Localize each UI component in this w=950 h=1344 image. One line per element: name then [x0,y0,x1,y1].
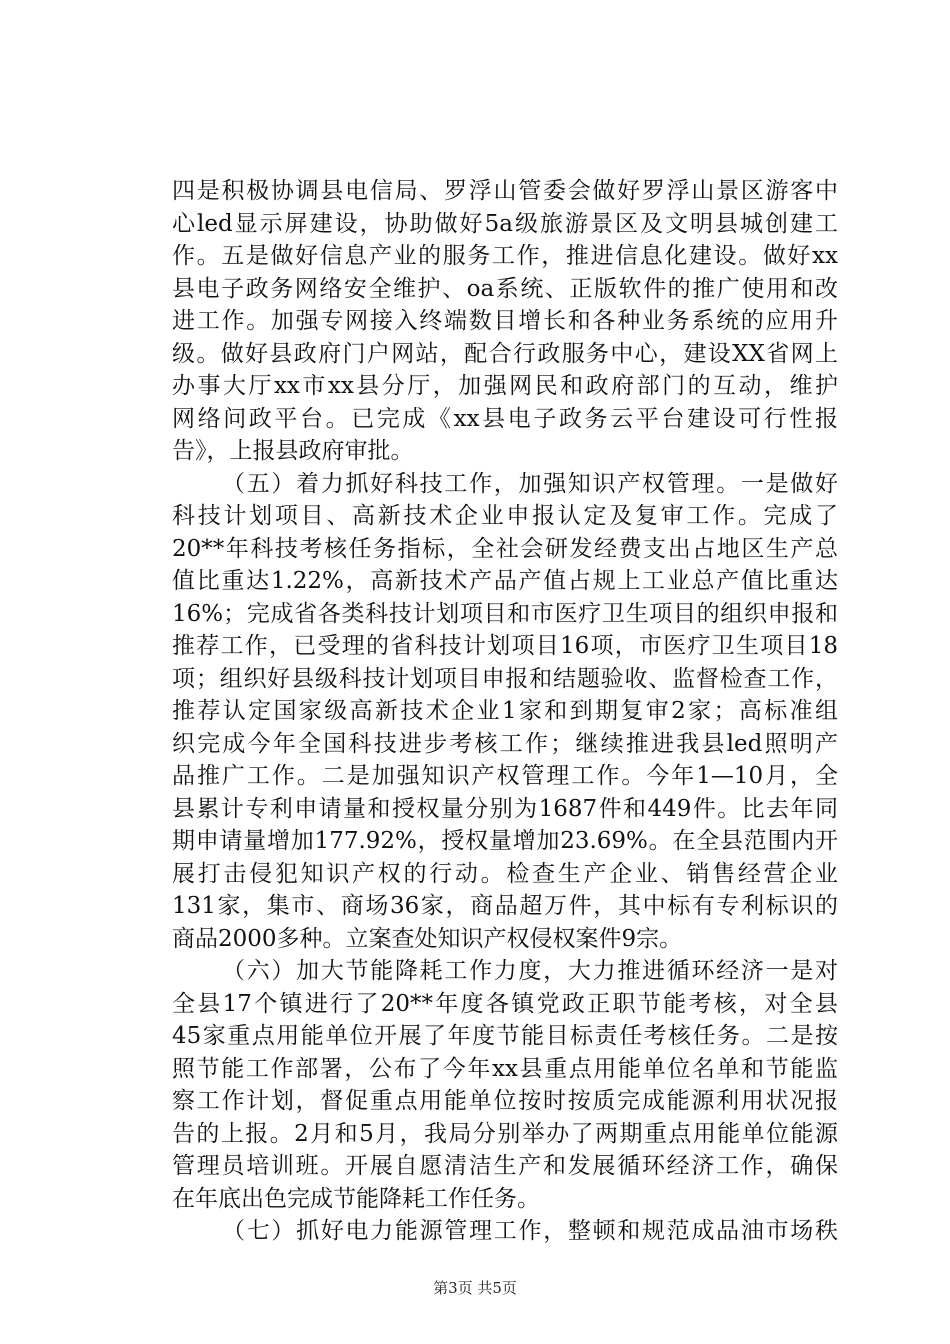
text-line: 照节能工作部署，公布了今年xx县重点用能单位名单和节能监 [172,1055,838,1082]
document-body [172,175,838,1248]
text-line: 131家，集市、商场36家，商品超万件，其中标有专利标识的 [172,893,838,919]
text-line: 进工作。加强专网接入终端数目增长和各种业务系统的应用升 [172,308,838,334]
text-line: 值比重达1.22%，高新技术产品产值占规上工业总产值比重达 [172,568,838,594]
text-line: 在年底出色完成节能降耗工作任务。 [172,1185,540,1212]
text-line: 级。做好县政府门户网站，配合行政服务中心，建设XX省网上 [172,340,838,367]
text-line: 20**年科技考核任务指标，全社会研发经费支出占地区生产总 [172,535,838,562]
page-footer: 第3页 共5页 [433,1279,517,1297]
text-line: 作。五是做好信息产业的服务工作，推进信息化建设。做好xx [172,243,838,269]
text-line: 全县17个镇进行了20**年度各镇党政正职节能考核，对全县 [172,990,838,1017]
text-line: 县累计专利申请量和授权量分别为1687件和449件。比去年同 [172,795,838,822]
text-line: 县电子政务网络安全维护、oa系统、正版软件的推广使用和改 [172,275,838,302]
text-line: （五）着力抓好科技工作，加强知识产权管理。一是做好 [222,470,838,497]
text-line: 推荐工作，已受理的省科技计划项目16项，市医疗卫生项目18 [172,633,838,659]
paragraph [172,1215,838,1248]
text-line: 办事大厅xx市xx县分厅，加强网民和政府部门的互动，维护 [172,373,838,399]
text-line: 告的上报。2月和5月，我局分别举办了两期重点用能单位能源 [172,1120,838,1147]
text-line: 项；组织好县级科技计划项目申报和结题验收、监督检查工作， [172,665,838,692]
text-line: 期申请量增加177.92%，授权量增加23.69%。在全县范围内开 [172,828,838,854]
text-line: 推荐认定国家级高新技术企业1家和到期复审2家；高标准组 [172,698,838,724]
text-line: 网络问政平台。已完成《xx县电子政务云平台建设可行性报 [172,405,838,432]
text-line: （七）抓好电力能源管理工作，整顿和规范成品油市场秩 [222,1218,838,1244]
text-line: 告》，上报县政府审批。 [172,438,414,464]
text-line: 品推广工作。二是加强知识产权管理工作。今年1—10月，全 [172,763,838,789]
text-line: （六）加大节能降耗工作力度，大力推进循环经济一是对 [222,958,838,984]
text-line: 察工作计划，督促重点用能单位按时按质完成能源利用状况报 [172,1088,838,1114]
text-line: 织完成今年全国科技进步考核工作；继续推进我县led照明产 [172,730,838,757]
paragraph [172,175,838,468]
paragraph [172,468,838,956]
text-line: 展打击侵犯知识产权的行动。检查生产企业、销售经营企业 [172,860,838,887]
text-line: 四是积极协调县电信局、罗浮山管委会做好罗浮山景区游客中 [172,178,838,204]
text-line: 管理员培训班。开展自愿清洁生产和发展循环经济工作，确保 [172,1153,838,1179]
text-line: 16%；完成省各类科技计划项目和市医疗卫生项目的组织申报和 [172,600,838,627]
text-line: 45家重点用能单位开展了年度节能目标责任考核任务。二是按 [172,1023,838,1049]
text-line: 商品2000多种。立案查处知识产权侵权案件9宗。 [172,925,683,952]
text-line: 心led显示屏建设，协助做好5a级旅游景区及文明县城创建工 [172,210,838,237]
paragraph [172,955,838,1215]
text-line: 科技计划项目、高新技术企业申报认定及复审工作。完成了 [172,503,838,529]
